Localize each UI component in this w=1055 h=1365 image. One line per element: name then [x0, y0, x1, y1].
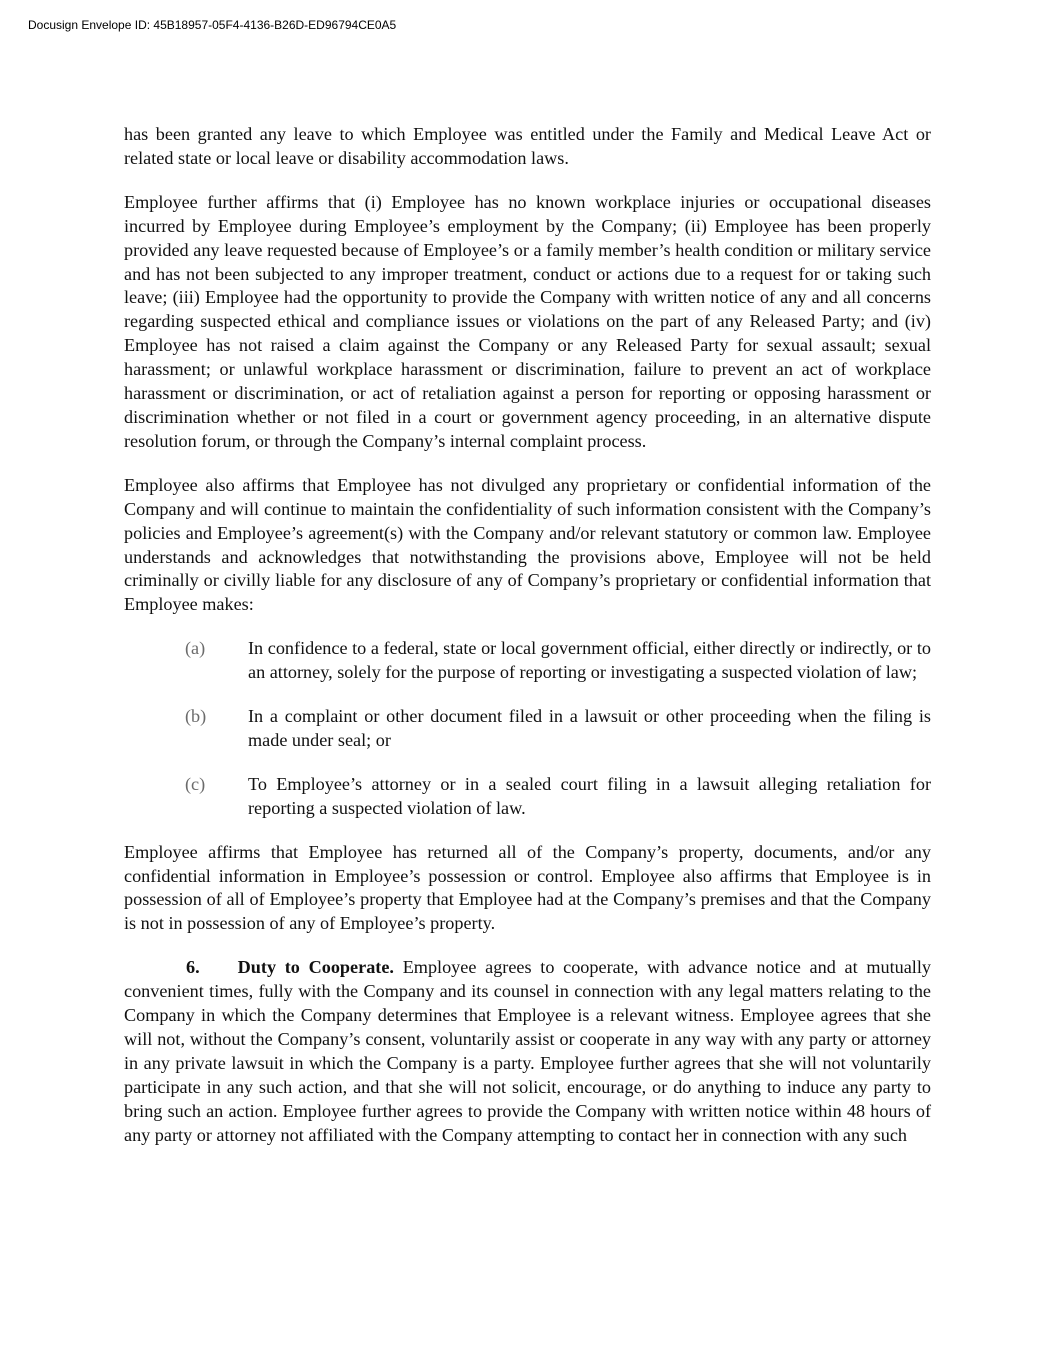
list-item-text: In confidence to a federal, state or local government official, either directly or indirectly, or to an attorney, solely for the purpose of reporting or investigating a suspected violation of law; — [248, 638, 931, 683]
paragraph-leave: has been granted any leave to which Employee was entitled under the Family and Medical Leave Act or related state or local leave or disability accommodation laws. — [124, 124, 931, 168]
list-item-text: To Employee’s attorney or in a sealed court filing in a lawsuit alleging retaliation for reporting a suspected violation of law. — [248, 773, 931, 818]
list-item-a — [124, 637, 931, 685]
document-page — [124, 123, 931, 1148]
envelope-id-header: Docusign Envelope ID: 45B18957-05F4-4136-B26D-ED96794CE0A5 — [28, 18, 397, 32]
paragraph-confidentiality: Employee also affirms that Employee has not divulged any proprietary or confidential information of the Company and will continue to maintain the confidentiality of such information consistent with the Company’s policies and Employee’s agreement(s) with the Company and/or relevant statutory or common law. Employee understands and acknowledges that notwithstanding the provisions above, Employee will not be held criminally or civilly liable for any disclosure of any of Company’s proprietary or confidential information that Employee makes: — [124, 474, 931, 615]
paragraph-affirmations: Employee further affirms that (i) Employee has no known workplace injuries or occupational diseases incurred by Employee during Employee’s employment by the Company; (ii) Employee has been properly provided any leave requested because of Employee’s or a family member’s health condition or military service and has not been subjected to any improper treatment, conduct or actions due to a request for or taking such leave; (iii) Employee had the opportunity to provide the Company with written notice of any and all concerns regarding suspected ethical and compliance issues or violations on the part of any Released Party; and (iv) Employee has not raised a claim against the Company or any Released Party for sexual assault; sexual harassment; or unlawful workplace harassment or discrimination, failure to prevent an act of workplace harassment or discrimination, or act of retaliation against a person for reporting or opposing harassment or discrimination whether or not filed in a court or government agency proceeding, in an alternative dispute resolution forum, or through the Company’s internal complaint process. — [124, 191, 931, 451]
section-number: 6. — [186, 957, 200, 978]
list-item-c — [124, 773, 931, 821]
list-item-label: (a) — [185, 638, 206, 659]
list-item-b — [124, 705, 931, 753]
section-title: Duty to Cooperate. — [237, 957, 394, 978]
list-item-label: (c) — [185, 773, 206, 794]
section-body: Employee agrees to cooperate, with advance notice and at mutually convenient times, fully with the Company and its counsel in connection with any legal matters relating to the Company in which the Company determines that Employee is a relevant witness. Employee agrees that she will not, without the Company’s consent, voluntarily assist or cooperate in any way with any party or attorney in any private lawsuit in which the Company is a party. Employee further agrees that she will not voluntarily participate in any such action, and that she will not solicit, encourage, or do anything to induce any party to bring such an action. Employee further agrees to provide the Company with written notice within 48 hours of any party or attorney not affiliated with the Company attempting to contact her in connection with any such — [124, 957, 932, 1145]
paragraph-property: Employee affirms that Employee has returned all of the Company’s property, documents, and/or any confidential information in Employee’s possession or control. Employee also affirms that Employee is in possession of all of Employee’s property that Employee had at the Company’s premises and that the Company is not in possession of any of Employee’s property. — [124, 841, 931, 934]
list-item-text: In a complaint or other document filed in a lawsuit or other proceeding when the filing is made under seal; or — [248, 706, 931, 750]
section-6-paragraph — [124, 956, 931, 1147]
list-item-label: (b) — [185, 706, 207, 727]
